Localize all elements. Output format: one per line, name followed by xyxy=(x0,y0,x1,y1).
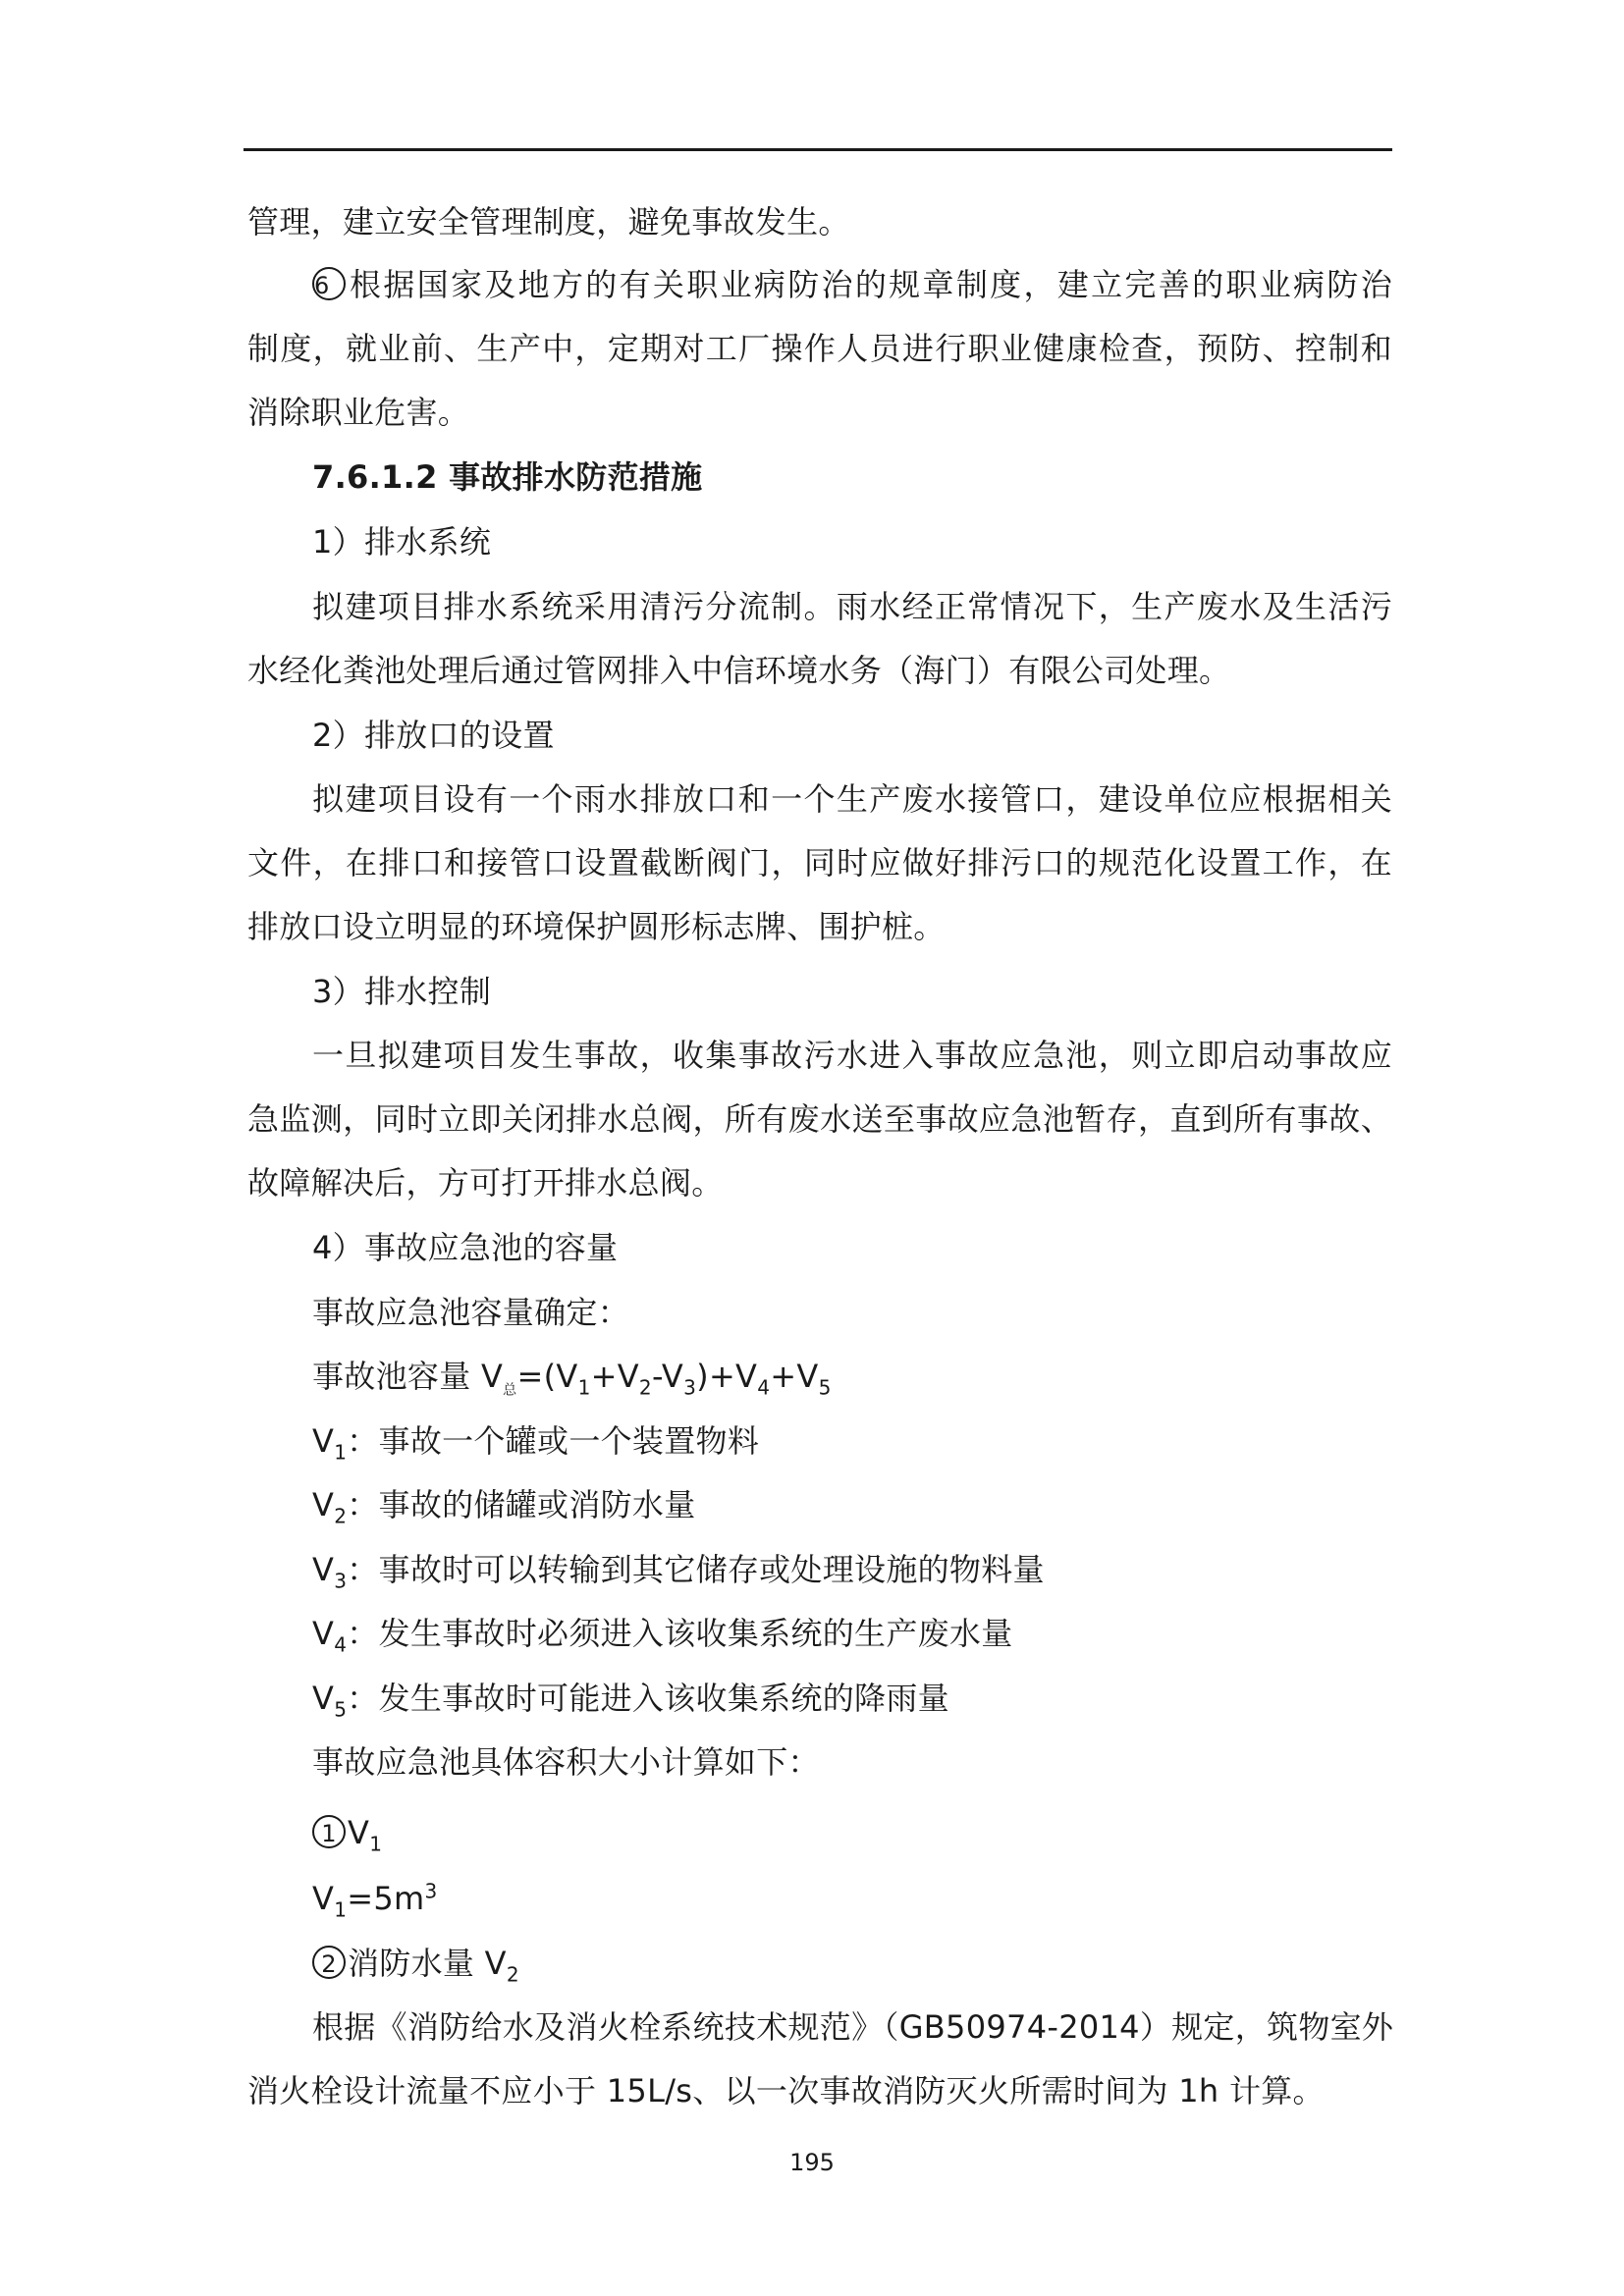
circled-number: 1 xyxy=(312,1815,346,1848)
formula-line xyxy=(312,1355,1392,1398)
var-name: V xyxy=(312,1615,335,1652)
definition-text: ：发生事故时必须进入该收集系统的生产废水量 xyxy=(347,1615,1013,1652)
equation-line xyxy=(312,1877,1392,1920)
paragraph-line: 排放口设立明显的环境保护圆形标志牌、围护桩。 xyxy=(247,908,946,945)
paragraph-line: 水经化粪池处理后通过管网排入中信环境水务（海门）有限公司处理。 xyxy=(247,652,1231,689)
paragraph-line: 事故应急池具体容积大小计算如下： xyxy=(312,1743,820,1781)
var-name: V xyxy=(312,1422,335,1460)
subsection-title: 4）事故应急池的容量 xyxy=(312,1229,619,1266)
unit-sup: 3 xyxy=(424,1879,438,1903)
equation-value: =5m xyxy=(347,1880,425,1917)
subsection-title: 2）排放口的设置 xyxy=(312,717,555,754)
formula-part: =(V xyxy=(516,1358,578,1395)
definition-text: ：事故一个罐或一个装置物料 xyxy=(347,1422,760,1460)
item-line xyxy=(312,1811,1392,1854)
paragraph-line: 急监测，同时立即关闭排水总阀，所有废水送至事故应急池暂存，直到所有事故、 xyxy=(247,1100,1392,1138)
paragraph-line: 消火栓设计流量不应小于 15L/s、以一次事故消防灭火所需时间为 1h 计算。 xyxy=(247,2072,1325,2109)
var-sub: 4 xyxy=(334,1632,348,1657)
formula-sub: 5 xyxy=(818,1375,832,1400)
definition-text: ：发生事故时可能进入该收集系统的降雨量 xyxy=(347,1680,949,1717)
paragraph-line: 消除职业危害。 xyxy=(247,394,470,431)
paragraph-line: 事故应急池容量确定： xyxy=(312,1294,630,1331)
paragraph-line: 文件，在排口和接管口设置截断阀门，同时应做好排污口的规范化设置工作，在 xyxy=(247,844,1392,881)
var-name: V xyxy=(312,1880,335,1917)
var-sub: 3 xyxy=(334,1569,348,1593)
formula-part: +V xyxy=(770,1358,819,1395)
var-sub: 1 xyxy=(334,1440,348,1465)
formula-sub: 4 xyxy=(757,1375,771,1400)
formula-part: -V xyxy=(651,1358,684,1395)
subsection-title: 3）排水控制 xyxy=(312,973,492,1010)
paragraph-line: 管理，建立安全管理制度，避免事故发生。 xyxy=(247,203,850,240)
item-text: 消防水量 V xyxy=(348,1945,507,1982)
definition-line xyxy=(312,1548,1392,1591)
paragraph-line: 根据《消防给水及消火栓系统技术规范》（GB50974-2014）规定，筑物室外 xyxy=(312,2008,1394,2046)
var-name: V xyxy=(312,1680,335,1717)
paragraph-line: 故障解决后，方可打开排水总阀。 xyxy=(247,1164,724,1201)
var-sub: 1 xyxy=(334,1897,348,1922)
var-name: V xyxy=(348,1814,370,1851)
var-sub: 5 xyxy=(334,1697,348,1722)
var-sub: 1 xyxy=(369,1832,383,1856)
formula-sub: 3 xyxy=(683,1375,697,1400)
formula-sub-total: 总 xyxy=(503,1382,517,1399)
formula-prefix: 事故池容量 V xyxy=(312,1358,504,1395)
line-text: 根据国家及地方的有关职业病防治的规章制度，建立完善的职业病防治 xyxy=(348,266,1392,303)
definition-text: ：事故的储罐或消防水量 xyxy=(347,1486,696,1523)
definition-line xyxy=(312,1483,1392,1526)
subsection-title: 1）排水系统 xyxy=(312,523,492,561)
var-sub: 2 xyxy=(506,1962,519,1987)
circled-number: 2 xyxy=(312,1946,346,1979)
definition-line xyxy=(312,1419,1392,1463)
paragraph-line: 拟建项目排水系统采用清污分流制。雨水经正常情况下，生产废水及生活污 xyxy=(312,588,1392,625)
var-sub: 2 xyxy=(334,1504,348,1528)
var-name: V xyxy=(312,1486,335,1523)
header-rule xyxy=(244,148,1392,151)
paragraph-line: 拟建项目设有一个雨水排放口和一个生产废水接管口，建设单位应根据相关 xyxy=(312,780,1392,818)
page-number: 195 xyxy=(789,2149,835,2176)
definition-line xyxy=(312,1677,1392,1720)
section-heading: 7.6.1.2 事故排水防范措施 xyxy=(312,458,703,496)
paragraph-line: 制度，就业前、生产中，定期对工厂操作人员进行职业健康检查，预防、控制和 xyxy=(247,330,1392,367)
paragraph-line: 一旦拟建项目发生事故，收集事故污水进入事故应急池，则立即启动事故应 xyxy=(312,1037,1392,1074)
circled-number: 6 xyxy=(312,267,346,300)
formula-sub: 1 xyxy=(577,1375,591,1400)
paragraph-line xyxy=(312,263,1392,306)
var-name: V xyxy=(312,1551,335,1588)
formula-sub: 2 xyxy=(638,1375,652,1400)
definition-text: ：事故时可以转输到其它储存或处理设施的物料量 xyxy=(347,1551,1045,1588)
formula-part: +V xyxy=(590,1358,639,1395)
item-line xyxy=(312,1942,1392,1985)
definition-line xyxy=(312,1612,1392,1655)
formula-part: )+V xyxy=(696,1358,758,1395)
